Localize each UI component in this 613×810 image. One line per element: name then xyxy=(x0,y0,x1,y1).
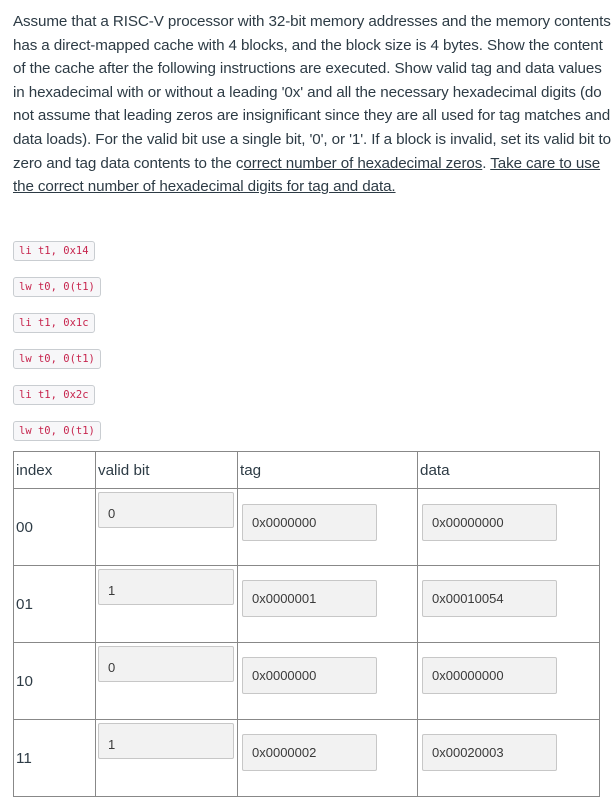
instruction-code: lw t0, 0(t1) xyxy=(13,277,101,297)
question-underline-2: Take care to use the correct number of hexadecimal digits for tag and data. xyxy=(13,154,601,196)
question-separator: . xyxy=(482,154,491,172)
valid-bit-field[interactable]: 0 xyxy=(98,646,234,682)
row-index: 10 xyxy=(14,643,96,720)
table-row xyxy=(14,643,600,720)
tag-field[interactable]: 0x0000000 xyxy=(242,504,377,541)
instruction-code: li t1, 0x14 xyxy=(13,241,95,261)
valid-bit-field[interactable]: 1 xyxy=(98,569,234,605)
tag-field[interactable]: 0x0000000 xyxy=(242,657,377,694)
data-field[interactable]: 0x00000000 xyxy=(422,657,557,694)
header-tag: tag xyxy=(238,452,418,489)
tag-field[interactable]: 0x0000002 xyxy=(242,734,377,771)
question-underline-1: orrect number of hexadecimal zeros xyxy=(243,154,483,172)
data-field[interactable]: 0x00020003 xyxy=(422,734,557,771)
header-data: data xyxy=(418,452,600,489)
tag-field[interactable]: 0x0000001 xyxy=(242,580,377,617)
table-row xyxy=(14,566,600,643)
data-field[interactable]: 0x00010054 xyxy=(422,580,557,617)
table-row xyxy=(14,720,600,797)
header-valid-bit: valid bit xyxy=(96,452,238,489)
instruction-code: li t1, 0x1c xyxy=(13,313,95,333)
header-index: index xyxy=(14,452,96,489)
table-row xyxy=(14,489,600,566)
row-index: 11 xyxy=(14,720,96,797)
instruction-list xyxy=(13,241,101,457)
question-body: Assume that a RISC-V processor with 32-bit memory addresses and the memory contents has a direct-mapped cache with 4 blocks, and the block size is 4 bytes. Show the content of the cache after the following instructions are executed. Show valid tag and data values in hexadecimal with or without a leading '0x' and all the necessary hexadecimal digits (do not assume that leading zeros are insignificant since they are all used for tag matches and data loads). For the valid bit use a single bit, '0', or '1'. If a block is invalid, set its valid bit to zero and tag data contents to the c xyxy=(13,13,611,172)
data-field[interactable]: 0x00000000 xyxy=(422,504,557,541)
cache-table xyxy=(13,451,600,797)
instruction-code: li t1, 0x2c xyxy=(13,385,95,405)
row-index: 01 xyxy=(14,566,96,643)
table-header-row xyxy=(14,452,600,489)
instruction-code: lw t0, 0(t1) xyxy=(13,349,101,369)
question-text xyxy=(13,10,611,199)
row-index: 00 xyxy=(14,489,96,566)
instruction-code: lw t0, 0(t1) xyxy=(13,421,101,441)
valid-bit-field[interactable]: 1 xyxy=(98,723,234,759)
valid-bit-field[interactable]: 0 xyxy=(98,492,234,528)
